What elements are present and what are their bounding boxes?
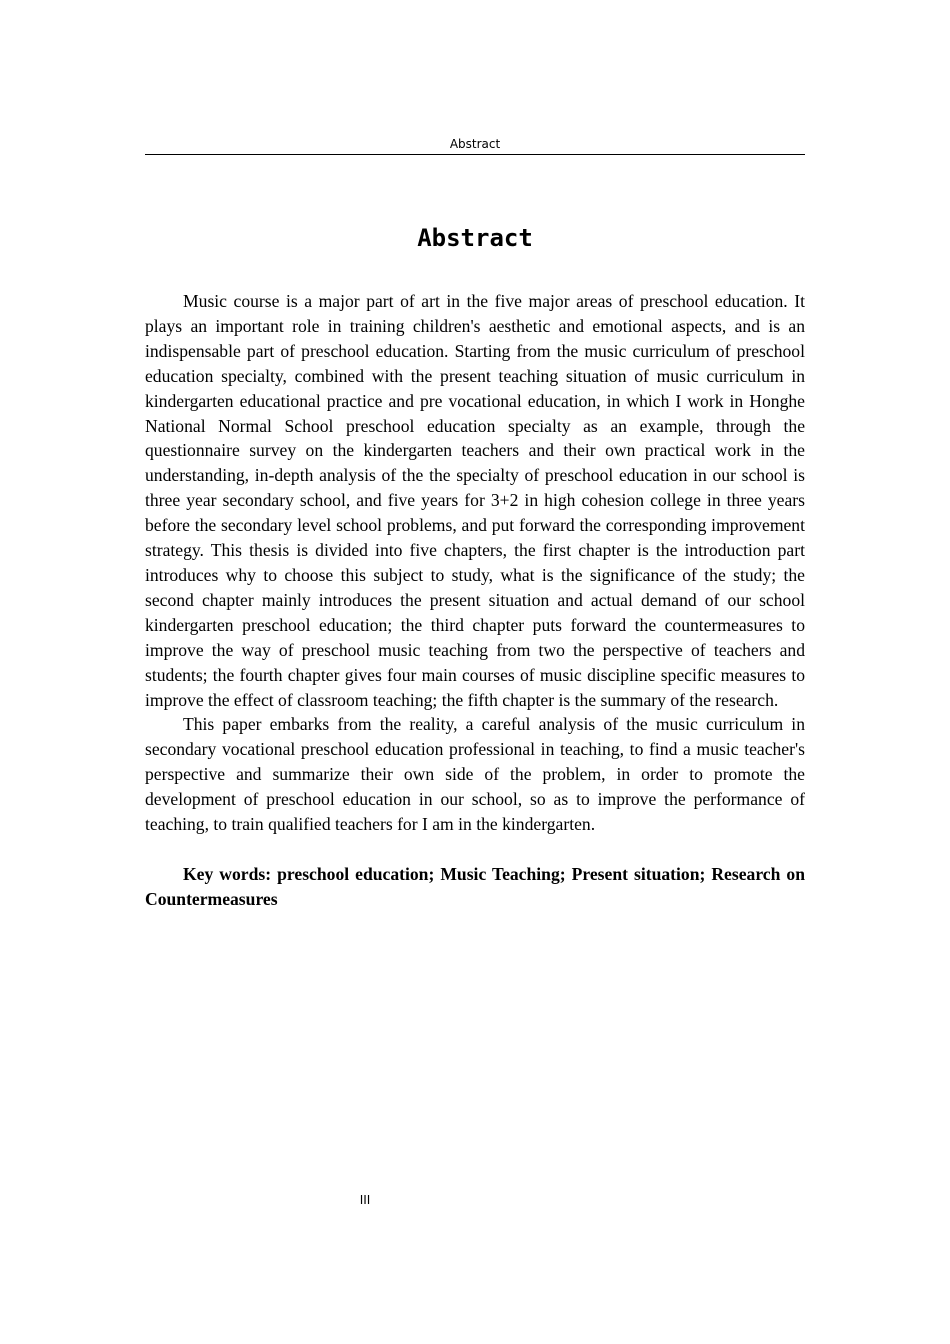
running-header: Abstract — [145, 136, 805, 155]
page-title: Abstract — [417, 224, 533, 252]
page-number: III — [359, 1193, 371, 1207]
keywords: Key words: preschool education; Music Teaching; Present situation; Research on Countermeasures — [145, 863, 805, 909]
abstract-body — [145, 289, 805, 912]
abstract-paragraph-2: This paper embarks from the reality, a careful analysis of the music curriculum in secondary vocational preschool education professional in teaching, to find a music teacher's perspective and summarize their own side of the problem, in order to promote the development of preschool education in our school, so as to improve the performance of teaching, to train qualified teachers for I am in the kindergarten. — [145, 714, 805, 835]
abstract-paragraph-1: Music course is a major part of art in the five major areas of preschool education. It plays an important role in training children's aesthetic and emotional aspects, and is an indispensable part of preschool education. Starting from the music curriculum of preschool education specialty, combined with the present teaching situation of music curriculum in kindergarten educational practice and pre vocational education, in which I work in Honghe National Normal School preschool education specialty as an example, through the questionnaire survey on the kindergarten teachers and their own practical work in the understanding, in-depth analysis of the the specialty of preschool education in our school is three year secondary school, and five years for 3+2 in high cohesion college in three years before the secondary level school problems, and put forward the corresponding improvement strategy. This thesis is divided into five chapters, the first chapter is the introduction part introduces why to choose this subject to study, what is the significance of the study; the second chapter mainly introduces the present situation and actual demand of our school kindergarten preschool education; the third chapter puts forward the countermeasures to improve the way of preschool music teaching from two the perspective of teachers and students; the fourth chapter gives four main courses of music discipline specific measures to improve the effect of classroom teaching; the fifth chapter is the summary of the research. — [145, 291, 805, 710]
